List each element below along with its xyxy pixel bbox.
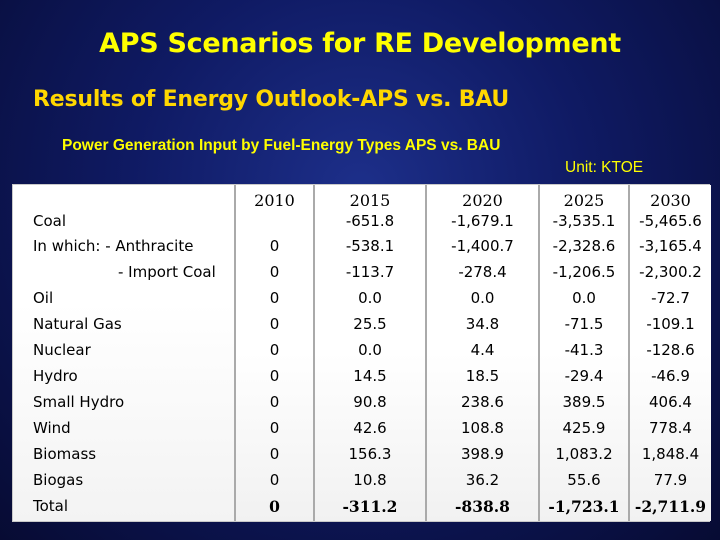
- slide-title: APS Scenarios for RE Development: [99, 28, 621, 59]
- table-cell: 425.9: [562, 419, 606, 437]
- table-cell: 77.9: [653, 471, 688, 489]
- table-cell: 25.5: [353, 315, 387, 333]
- table-cell: 0: [269, 497, 280, 516]
- table-cell: 0: [269, 419, 280, 437]
- table-cell: 0: [269, 315, 280, 333]
- table-cell: 55.6: [567, 471, 601, 489]
- table-cell: -651.8: [345, 212, 395, 230]
- table-cell: 0.0: [470, 289, 495, 307]
- table-cell: -2,711.9: [634, 497, 707, 516]
- table-cell: 42.6: [353, 419, 387, 437]
- row-label: In which: - Anthracite: [33, 237, 194, 255]
- row-label: Biomass: [33, 445, 97, 463]
- table-cell: -113.7: [345, 263, 395, 281]
- table-cell: 238.6: [461, 393, 504, 411]
- slide-subtitle: Results of Energy Outlook-APS vs. BAU: [33, 87, 510, 112]
- table-cell: 389.5: [562, 393, 606, 411]
- row-label-column: [13, 185, 234, 521]
- row-label: - Import Coal: [118, 263, 216, 281]
- table-cell: 0.0: [358, 341, 382, 359]
- table-cell: 34.8: [465, 315, 500, 333]
- table-cell: 0: [269, 445, 280, 463]
- table-cell: 4.4: [470, 341, 495, 359]
- table-cell: 0: [269, 393, 280, 411]
- table-cell: -41.3: [564, 341, 604, 359]
- table-cell: 0: [269, 367, 280, 385]
- row-label: Small Hydro: [33, 393, 125, 411]
- table-cell: -71.5: [564, 315, 604, 333]
- row-label: Wind: [33, 419, 71, 437]
- row-label: Oil: [33, 289, 54, 307]
- column-header: 2010: [254, 191, 295, 210]
- table-caption: Power Generation Input by Fuel-Energy Types APS vs. BAU: [62, 137, 501, 154]
- table-cell: 0: [269, 471, 280, 489]
- row-label: Coal: [33, 212, 67, 230]
- table-cell: 156.3: [348, 445, 392, 463]
- table-cell: 1,848.4: [641, 445, 700, 463]
- table-cell: -838.8: [455, 497, 510, 516]
- table-cell: -1,679.1: [451, 212, 514, 230]
- table-cell: -109.1: [646, 315, 695, 333]
- column-header: 2030: [650, 191, 691, 210]
- year-column-2010: [234, 185, 313, 521]
- table-cell: -1,206.5: [552, 263, 616, 281]
- year-column-2030: [628, 185, 711, 521]
- table-cell: -311.2: [342, 497, 398, 516]
- table-cell: -538.1: [345, 237, 395, 255]
- table-cell: -128.6: [646, 341, 695, 359]
- table-cell: 108.8: [461, 419, 504, 437]
- table-cell: 36.2: [465, 471, 500, 489]
- table-cell: -3,165.4: [639, 237, 702, 255]
- row-label: Biogas: [33, 471, 84, 489]
- table-cell: -278.4: [458, 263, 507, 281]
- row-label: Total: [33, 497, 69, 515]
- column-header: 2025: [563, 191, 605, 210]
- table-cell: -3,535.1: [552, 212, 616, 230]
- table-cell: 14.5: [353, 367, 387, 385]
- table-cell: 90.8: [353, 393, 387, 411]
- table-cell: -5,465.6: [639, 212, 702, 230]
- year-column-2025: [538, 185, 628, 521]
- table-cell: 398.9: [461, 445, 504, 463]
- table-cell: -46.9: [651, 367, 690, 385]
- table-cell: -29.4: [564, 367, 604, 385]
- column-header: 2015: [349, 191, 391, 210]
- year-column-2015: [313, 185, 425, 521]
- data-table: [12, 184, 710, 522]
- table-cell: 0: [269, 341, 280, 359]
- table-cell: -2,300.2: [639, 263, 702, 281]
- table-cell: -1,400.7: [451, 237, 514, 255]
- table-cell: 0: [269, 289, 280, 307]
- table-cell: 778.4: [649, 419, 692, 437]
- table-cell: 0: [269, 237, 280, 255]
- table-cell: -2,328.6: [552, 237, 616, 255]
- table-cell: -1,723.1: [548, 497, 620, 516]
- table-cell: 0: [269, 263, 280, 281]
- year-column-2020: [425, 185, 538, 521]
- table-cell: 1,083.2: [555, 445, 613, 463]
- row-label: Hydro: [33, 367, 78, 385]
- row-label: Natural Gas: [33, 315, 122, 333]
- table-cell: -72.7: [651, 289, 690, 307]
- table-cell: 0.0: [358, 289, 382, 307]
- column-header: 2020: [462, 191, 503, 210]
- table-cell: 10.8: [353, 471, 387, 489]
- row-label: Nuclear: [33, 341, 91, 359]
- table-cell: 0.0: [572, 289, 596, 307]
- table-cell: 406.4: [649, 393, 692, 411]
- unit-label: Unit: KTOE: [565, 159, 644, 176]
- table-cell: 18.5: [465, 367, 500, 385]
